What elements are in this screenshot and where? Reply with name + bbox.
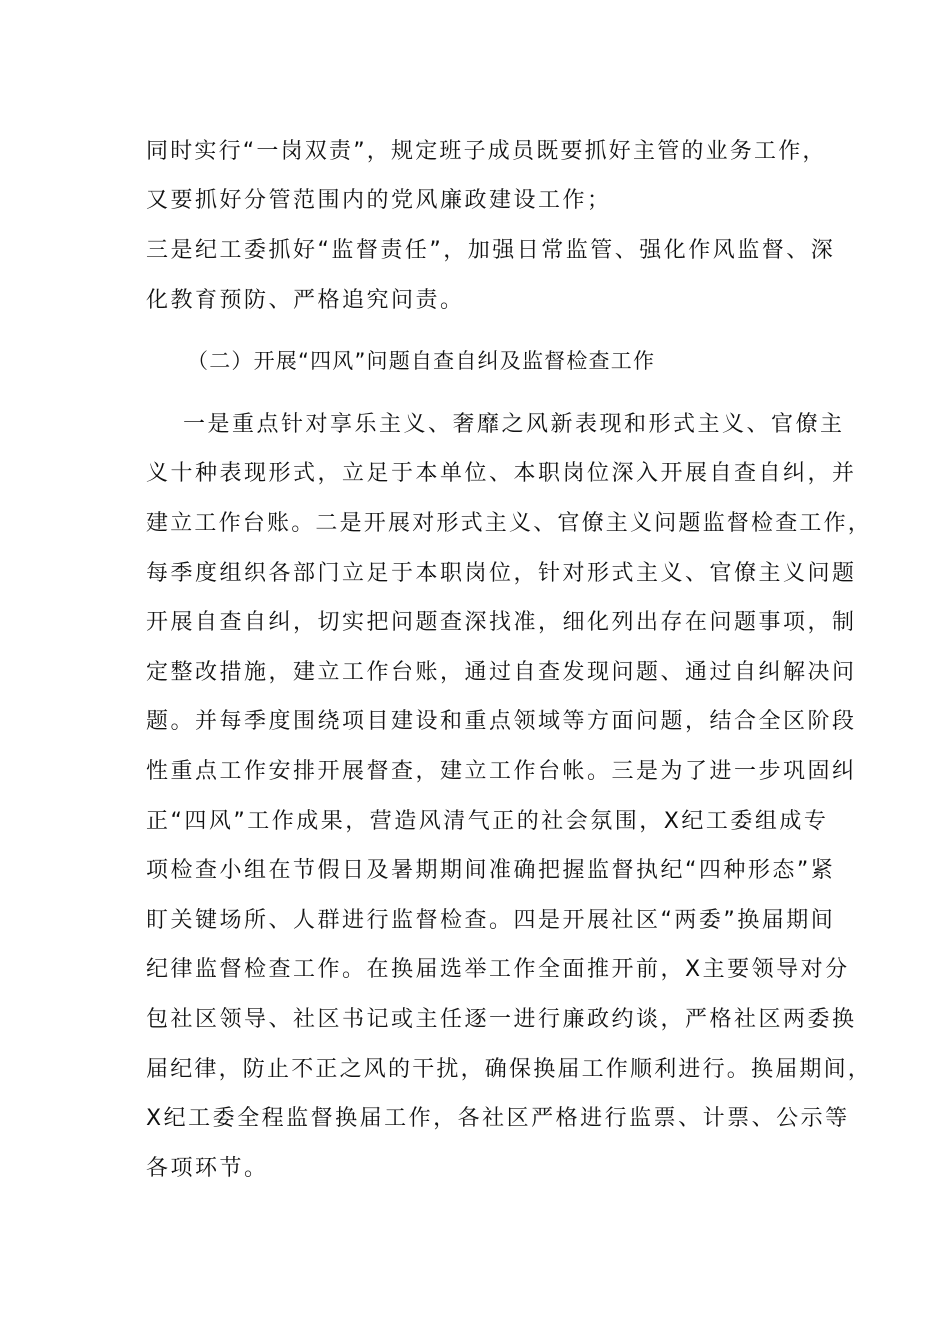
body-text-line: 三是纪工委抓好“监督责任”，加强日常监管、强化作风监督、深 [146, 238, 836, 263]
body-text-line: 定整改措施，建立工作台账，通过自查发现问题、通过自纠解决问 [146, 660, 857, 685]
body-text-line: 开展自查自纠，切实把问题查深找准，细化列出存在问题事项，制 [146, 610, 857, 635]
body-text-line: 又要抓好分管范围内的党风廉政建设工作； [146, 188, 612, 213]
body-text-line: 题。并每季度围绕项目建设和重点领域等方面问题，结合全区阶段 [146, 709, 857, 734]
body-text-line: 同时实行“一岗双责”，规定班子成员既要抓好主管的业务工作， [146, 139, 827, 164]
body-text-line: 正“四风”工作成果，营造风清气正的社会氛围，X纪工委组成专 [146, 809, 829, 834]
body-text-line: 义十种表现形式，立足于本单位、本职岗位深入开展自查自纠，并 [146, 461, 857, 486]
body-text-line: 纪律监督检查工作。在换届选举工作全面推开前，X主要领导对分 [146, 957, 850, 982]
body-text-line: 每季度组织各部门立足于本职岗位，针对形式主义、官僚主义问题 [146, 561, 857, 586]
body-text-line: 化教育预防、严格追究问责。 [146, 288, 465, 313]
body-text-line: 项检查小组在节假日及暑期期间准确把握监督执纪“四种形态”紧 [146, 858, 836, 883]
body-text-line: 盯关键场所、人群进行监督检查。四是开展社区“两委”换届期间 [146, 908, 836, 933]
body-text-line: 性重点工作安排开展督查，建立工作台帐。三是为了进一步巩固纠 [146, 759, 857, 784]
body-text-line: 建立工作台账。二是开展对形式主义、官僚主义问题监督检查工作， [146, 511, 873, 536]
body-text-line: X纪工委全程监督换届工作，各社区严格进行监票、计票、公示等 [146, 1106, 850, 1131]
body-text-line: 各项环节。 [146, 1156, 269, 1181]
section-heading: （二）开展“四风”问题自查自纠及监督检查工作 [187, 349, 656, 373]
body-text-line: 包社区领导、社区书记或主任逐一进行廉政约谈，严格社区两委换 [146, 1007, 857, 1032]
body-text-line: 届纪律，防止不正之风的干扰，确保换届工作顺利进行。换届期间， [146, 1057, 873, 1082]
body-text-line: 一是重点针对享乐主义、奢靡之风新表现和形式主义、官僚主 [183, 412, 845, 437]
